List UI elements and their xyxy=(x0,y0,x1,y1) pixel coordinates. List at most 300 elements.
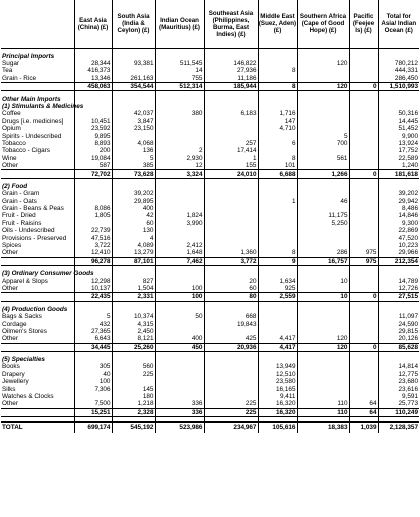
table-cell xyxy=(349,125,378,132)
table-cell: 975 xyxy=(349,249,378,257)
table-cell: 22,869 xyxy=(378,227,419,234)
table-cell: 1,039 xyxy=(349,422,378,433)
table-cell: 29,966 xyxy=(378,249,419,257)
table-cell xyxy=(297,75,349,83)
table-cell xyxy=(378,95,419,102)
table-cell xyxy=(204,103,258,110)
table-cell: 450 xyxy=(155,343,204,351)
table-cell xyxy=(297,242,349,249)
table-cell: 4,089 xyxy=(112,242,155,249)
table-cell: 120 xyxy=(297,343,349,351)
table-cell xyxy=(378,183,419,190)
table-cell xyxy=(112,378,155,385)
table-cell xyxy=(297,53,349,60)
table-cell: 9,900 xyxy=(378,132,419,139)
table-row xyxy=(1,328,419,335)
table-cell: 101 xyxy=(258,162,297,170)
table-cell: 12,510 xyxy=(258,371,297,378)
column-header: Middle East (Suez, Aden) (£) xyxy=(258,0,297,48)
table-cell: 561 xyxy=(297,155,349,162)
table-cell: 305 xyxy=(74,363,112,370)
table-cell: 9,895 xyxy=(74,132,112,139)
table-cell xyxy=(349,306,378,313)
table-cell: 22,589 xyxy=(378,155,419,162)
table-cell: 20 xyxy=(204,277,258,284)
table-cell: 668 xyxy=(204,313,258,320)
table-cell: 4,417 xyxy=(258,335,297,343)
table-cell: 40 xyxy=(74,371,112,378)
table-cell xyxy=(297,67,349,74)
row-label xyxy=(1,408,74,416)
table-cell: 1,360 xyxy=(204,249,258,257)
table-cell xyxy=(349,205,378,212)
table-cell xyxy=(349,242,378,249)
table-cell: 25,773 xyxy=(378,400,419,408)
table-cell xyxy=(204,386,258,393)
table-cell xyxy=(349,363,378,370)
table-cell: 120 xyxy=(297,83,349,91)
row-label: Opium xyxy=(2,125,21,133)
table-cell xyxy=(349,60,378,67)
table-cell: 444,331 xyxy=(378,67,419,74)
table-cell: 93,381 xyxy=(112,60,155,67)
table-cell: 3,772 xyxy=(204,257,258,265)
table-cell xyxy=(155,183,204,190)
row-label xyxy=(1,293,74,301)
table-cell xyxy=(155,53,204,60)
table-cell: 27,365 xyxy=(74,328,112,335)
table-cell: 64 xyxy=(349,408,378,416)
table-cell: 780,212 xyxy=(378,60,419,67)
row-label: Fruit - Dried xyxy=(2,212,36,220)
table-cell xyxy=(74,53,112,60)
table-cell xyxy=(204,212,258,219)
table-cell: 12,726 xyxy=(378,285,419,293)
table-cell: 46 xyxy=(297,198,349,205)
table-row xyxy=(1,371,419,378)
table-cell: 1,218 xyxy=(112,400,155,408)
row-label: Tobacco xyxy=(2,139,26,147)
table-cell: 50,316 xyxy=(378,110,419,117)
row-label: Other xyxy=(2,400,18,408)
table-cell xyxy=(297,205,349,212)
table-cell xyxy=(204,53,258,60)
table-cell: 13,949 xyxy=(258,363,297,370)
table-cell: 181,618 xyxy=(378,170,419,178)
table-cell: 22,435 xyxy=(74,293,112,301)
table-cell xyxy=(297,363,349,370)
row-label: Grain - Beans & Peas xyxy=(2,205,64,213)
table-cell xyxy=(349,356,378,363)
table-cell xyxy=(155,198,204,205)
table-cell xyxy=(297,103,349,110)
table-cell xyxy=(258,242,297,249)
table-cell xyxy=(112,306,155,313)
row-label: Provisions - Preserved xyxy=(2,234,67,242)
table-cell xyxy=(258,234,297,241)
table-cell: 19,084 xyxy=(74,155,112,162)
table-cell: 925 xyxy=(258,285,297,293)
table-cell: 64 xyxy=(349,400,378,408)
table-row xyxy=(1,140,419,147)
subtotal-row xyxy=(1,170,419,178)
table-cell: 0 xyxy=(349,343,378,351)
table-cell: 0 xyxy=(349,293,378,301)
table-cell xyxy=(155,363,204,370)
table-cell xyxy=(349,227,378,234)
table-cell: 3,847 xyxy=(112,118,155,125)
table-cell xyxy=(112,183,155,190)
table-cell: 23,592 xyxy=(74,125,112,132)
table-cell xyxy=(155,356,204,363)
table-cell: 5 xyxy=(74,313,112,320)
table-cell xyxy=(349,53,378,60)
table-cell: 16,165 xyxy=(258,386,297,393)
table-cell: 2,930 xyxy=(155,155,204,162)
table-cell xyxy=(349,320,378,327)
table-row xyxy=(1,249,419,257)
row-label: Silks xyxy=(2,385,16,393)
table-cell: 200 xyxy=(74,147,112,154)
table-cell: 225 xyxy=(112,371,155,378)
table-cell: 96,278 xyxy=(74,257,112,265)
imports-table xyxy=(1,0,419,433)
table-cell xyxy=(378,270,419,277)
section-row xyxy=(1,53,419,60)
table-cell xyxy=(155,125,204,132)
table-row xyxy=(1,147,419,154)
table-cell: 8 xyxy=(258,249,297,257)
table-cell xyxy=(204,95,258,102)
table-cell xyxy=(204,242,258,249)
row-label: (4) Production Goods xyxy=(2,305,68,313)
table-cell xyxy=(74,356,112,363)
table-cell xyxy=(349,75,378,83)
table-cell: 234,967 xyxy=(204,422,258,433)
table-cell xyxy=(297,306,349,313)
table-cell: 110 xyxy=(297,408,349,416)
table-cell xyxy=(258,205,297,212)
row-label: Fruit - Raisins xyxy=(2,219,42,227)
section-row xyxy=(1,356,419,363)
table-row xyxy=(1,190,419,197)
table-cell xyxy=(204,198,258,205)
table-cell: 336 xyxy=(155,400,204,408)
row-label: Oils - Undescribed xyxy=(2,227,55,235)
table-cell: 27,936 xyxy=(204,67,258,74)
table-cell: 212,354 xyxy=(378,257,419,265)
table-cell: 47,520 xyxy=(378,234,419,241)
table-cell: 354,544 xyxy=(112,83,155,91)
table-row xyxy=(1,277,419,284)
table-row xyxy=(1,205,419,212)
table-cell: 2,450 xyxy=(112,328,155,335)
table-row xyxy=(1,386,419,393)
table-cell xyxy=(258,53,297,60)
row-label: (2) Food xyxy=(2,182,28,190)
table-cell: 1,648 xyxy=(155,249,204,257)
table-cell: 4 xyxy=(112,234,155,241)
table-cell: 39,202 xyxy=(378,190,419,197)
table-cell: 100 xyxy=(155,293,204,301)
table-cell: 39,202 xyxy=(112,190,155,197)
table-cell: 3,990 xyxy=(155,220,204,227)
table-cell: 16,757 xyxy=(297,257,349,265)
table-cell: 432 xyxy=(74,320,112,327)
row-label xyxy=(1,83,74,91)
table-cell: 73,628 xyxy=(112,170,155,178)
table-cell: 155 xyxy=(204,162,258,170)
table-cell: 5,250 xyxy=(297,220,349,227)
table-cell: 14 xyxy=(155,67,204,74)
subtotal-row xyxy=(1,83,419,91)
table-cell: 425 xyxy=(204,335,258,343)
table-cell: 20,126 xyxy=(378,335,419,343)
table-cell: 1,634 xyxy=(258,277,297,284)
table-cell xyxy=(155,277,204,284)
table-cell xyxy=(204,356,258,363)
table-cell xyxy=(74,198,112,205)
table-cell xyxy=(204,306,258,313)
table-cell: 180 xyxy=(112,393,155,400)
table-row xyxy=(1,313,419,320)
table-cell: 13,924 xyxy=(378,140,419,147)
table-cell xyxy=(258,320,297,327)
table-cell: 10 xyxy=(297,293,349,301)
table-cell: 1,266 xyxy=(297,170,349,178)
table-cell: 4,417 xyxy=(258,343,297,351)
table-cell xyxy=(297,313,349,320)
column-header: Total for Asia/ Indian Ocean (£) xyxy=(378,0,419,48)
table-cell: 6,643 xyxy=(74,335,112,343)
row-label: Grain - Rice xyxy=(2,74,37,82)
table-cell: 14,814 xyxy=(378,363,419,370)
table-cell xyxy=(204,393,258,400)
table-cell xyxy=(297,183,349,190)
table-cell: 14,846 xyxy=(378,212,419,219)
table-cell: 261,163 xyxy=(112,75,155,83)
table-cell xyxy=(112,356,155,363)
total-row xyxy=(1,422,419,433)
table-cell: 130 xyxy=(112,227,155,234)
table-cell xyxy=(155,320,204,327)
table-cell xyxy=(297,110,349,117)
table-cell: 4,315 xyxy=(112,320,155,327)
table-cell: 13,279 xyxy=(112,249,155,257)
table-cell: 385 xyxy=(112,162,155,170)
row-label: Grain - Oats xyxy=(2,197,37,205)
column-header: Indian Ocean (Mauritius) (£) xyxy=(155,0,204,48)
table-cell: 11,186 xyxy=(204,75,258,83)
table-cell xyxy=(258,75,297,83)
table-cell xyxy=(204,378,258,385)
table-cell xyxy=(204,132,258,139)
table-cell: 10,223 xyxy=(378,242,419,249)
table-cell xyxy=(349,110,378,117)
table-cell xyxy=(74,183,112,190)
table-cell xyxy=(349,285,378,293)
table-cell: 4,710 xyxy=(258,125,297,132)
table-cell: 8 xyxy=(258,83,297,91)
table-cell: 146,822 xyxy=(204,60,258,67)
row-label xyxy=(1,257,74,265)
table-cell xyxy=(349,190,378,197)
table-cell: 8 xyxy=(258,155,297,162)
table-cell xyxy=(297,125,349,132)
table-cell xyxy=(155,103,204,110)
table-row xyxy=(1,400,419,408)
table-cell: 225 xyxy=(204,400,258,408)
table-cell xyxy=(204,270,258,277)
row-label: Bags & Sacks xyxy=(2,313,42,321)
table-cell xyxy=(297,386,349,393)
table-cell xyxy=(349,393,378,400)
column-header: Southeast Asia (Philippines, Burma, East Indies) (£) xyxy=(204,0,258,48)
row-label: Oilmen's Stores xyxy=(2,327,47,335)
table-cell xyxy=(349,140,378,147)
row-label: Other xyxy=(2,249,18,257)
table-cell: 47,516 xyxy=(74,234,112,241)
table-cell: 23,616 xyxy=(378,386,419,393)
row-label: (3) Ordinary Consumer Goods xyxy=(2,270,94,278)
table-cell: 1,716 xyxy=(258,110,297,117)
table-cell xyxy=(297,162,349,170)
table-cell xyxy=(349,183,378,190)
table-cell: 10,137 xyxy=(74,285,112,293)
table-cell xyxy=(297,270,349,277)
table-cell xyxy=(349,147,378,154)
table-cell: 120 xyxy=(297,60,349,67)
table-cell: 4,068 xyxy=(112,140,155,147)
table-cell: 6 xyxy=(258,140,297,147)
table-cell xyxy=(349,234,378,241)
row-label: Cordage xyxy=(2,320,27,328)
table-cell: 17,752 xyxy=(378,147,419,154)
table-cell xyxy=(258,227,297,234)
table-row xyxy=(1,110,419,117)
table-cell: 16,320 xyxy=(258,400,297,408)
row-label: (5) Specialties xyxy=(2,356,45,364)
table-cell xyxy=(297,371,349,378)
table-cell xyxy=(297,320,349,327)
table-cell: 8 xyxy=(258,67,297,74)
table-row xyxy=(1,75,419,83)
table-cell: 42 xyxy=(112,212,155,219)
table-cell: 2,559 xyxy=(258,293,297,301)
table-cell: 2,412 xyxy=(155,242,204,249)
table-cell: 110 xyxy=(297,400,349,408)
table-cell: 18,383 xyxy=(297,422,349,433)
table-cell xyxy=(297,190,349,197)
table-cell: 1,504 xyxy=(112,285,155,293)
row-label: (1) Stimulants & Medicines xyxy=(2,102,84,110)
table-row xyxy=(1,125,419,132)
row-label: Sugar xyxy=(2,60,20,68)
table-cell xyxy=(204,220,258,227)
table-row xyxy=(1,155,419,162)
table-cell: 24,010 xyxy=(204,170,258,178)
table-cell: 105,616 xyxy=(258,422,297,433)
table-cell xyxy=(112,132,155,139)
section-row xyxy=(1,270,419,277)
table-row xyxy=(1,285,419,293)
section-row xyxy=(1,95,419,102)
table-cell xyxy=(349,335,378,343)
table-body xyxy=(1,48,419,433)
table-cell: 2,331 xyxy=(112,293,155,301)
table-cell xyxy=(349,155,378,162)
table-cell: 336 xyxy=(155,408,204,416)
table-cell: 23,580 xyxy=(258,378,297,385)
table-cell: 511,545 xyxy=(155,60,204,67)
table-cell xyxy=(378,103,419,110)
table-row xyxy=(1,118,419,125)
table-cell: 136 xyxy=(112,147,155,154)
table-row xyxy=(1,363,419,370)
table-cell: 20,936 xyxy=(204,343,258,351)
table-cell xyxy=(74,393,112,400)
table-cell xyxy=(74,306,112,313)
table-cell: 16,320 xyxy=(258,408,297,416)
row-label: Coffee xyxy=(2,110,21,118)
table-cell xyxy=(155,140,204,147)
table-cell: 60 xyxy=(204,285,258,293)
table-cell: 12,775 xyxy=(378,371,419,378)
table-cell xyxy=(258,95,297,102)
table-cell xyxy=(155,328,204,335)
table-cell xyxy=(155,227,204,234)
table-cell: 523,986 xyxy=(155,422,204,433)
table-cell: 416,373 xyxy=(74,67,112,74)
table-cell: 11,097 xyxy=(378,313,419,320)
table-cell xyxy=(349,386,378,393)
table-row xyxy=(1,378,419,385)
row-label: Other xyxy=(2,162,18,170)
table-cell: 975 xyxy=(349,257,378,265)
subtotal-row xyxy=(1,257,419,265)
table-row xyxy=(1,220,419,227)
column-header xyxy=(1,0,74,48)
row-label: Spirits - Undescribed xyxy=(2,132,62,140)
column-header: Southern Africa (Cape of Good Hope) (£) xyxy=(297,0,349,48)
table-cell: 9 xyxy=(258,257,297,265)
table-cell: 34,445 xyxy=(74,343,112,351)
row-label: Other Main Imports xyxy=(2,95,61,103)
table-cell xyxy=(112,270,155,277)
table-cell: 51,452 xyxy=(378,125,419,132)
table-cell: 7,462 xyxy=(155,257,204,265)
table-cell xyxy=(349,328,378,335)
row-label: Watches & Clocks xyxy=(2,393,54,401)
table-cell: 87,101 xyxy=(112,257,155,265)
table-cell xyxy=(258,212,297,219)
table-cell xyxy=(349,212,378,219)
table-cell xyxy=(204,328,258,335)
table-cell: 545,192 xyxy=(112,422,155,433)
table-cell: 185,944 xyxy=(204,83,258,91)
table-cell xyxy=(297,378,349,385)
table-cell: 110,249 xyxy=(378,408,419,416)
row-label: Drugs [i.e. medicines] xyxy=(2,117,64,125)
table-row xyxy=(1,320,419,327)
table-cell xyxy=(204,118,258,125)
subtotal-row xyxy=(1,293,419,301)
table-cell: 2,128,357 xyxy=(378,422,419,433)
table-cell xyxy=(349,132,378,139)
table-cell: 19,843 xyxy=(204,320,258,327)
row-label: Drapery xyxy=(2,370,25,378)
table-cell xyxy=(155,393,204,400)
